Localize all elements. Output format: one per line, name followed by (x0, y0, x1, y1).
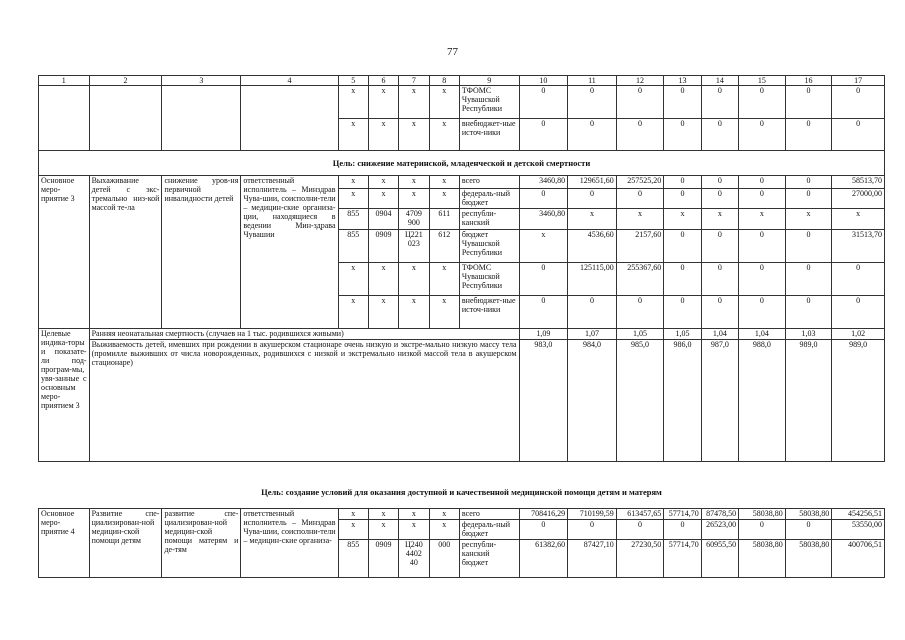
cell: x (368, 296, 398, 329)
value-cell: 58038,80 (739, 540, 786, 578)
value-cell: 987,0 (701, 340, 738, 462)
value-cell: 0 (739, 119, 786, 151)
value-cell: 0 (664, 119, 701, 151)
column-number: 10 (519, 76, 568, 86)
cell: 0904 (368, 209, 398, 230)
measure-name: Основное меро-приятие 4 (39, 509, 90, 578)
value-cell: x (832, 209, 885, 230)
cell: 000 (429, 540, 459, 578)
funding-source: внебюджет-ные источ-ники (459, 119, 519, 151)
value-cell: 1,04 (739, 329, 786, 340)
value-cell: 0 (519, 119, 568, 151)
empty-cell (89, 86, 162, 151)
cell: x (399, 86, 429, 119)
column-number: 15 (739, 76, 786, 86)
value-cell: 0 (701, 189, 738, 209)
value-cell: 0 (568, 189, 617, 209)
cell: x (429, 296, 459, 329)
value-cell: 0 (616, 86, 664, 119)
value-cell: 0 (832, 86, 885, 119)
value-cell: 3460,80 (519, 209, 568, 230)
value-cell: 0 (701, 263, 738, 296)
value-cell: 4536,60 (568, 230, 617, 263)
value-cell: 0 (701, 230, 738, 263)
value-cell: 0 (739, 296, 786, 329)
cell: x (399, 176, 429, 189)
measure-description: Выхаживание детей с экс-тремально низ-кой массой те-ла (89, 176, 162, 329)
value-cell: 708416,29 (519, 509, 568, 520)
column-number: 4 (241, 76, 338, 86)
value-cell: 989,0 (785, 340, 832, 462)
value-cell: 0 (785, 189, 832, 209)
value-cell: 255367,60 (616, 263, 664, 296)
value-cell: 3460,80 (519, 176, 568, 189)
measure-goal: развитие спе-циализирован-ной медицин-ской помощи матерям и де-тям (162, 509, 241, 578)
funding-source: ТФОМС Чувашской Республики (459, 86, 519, 119)
value-cell: 0 (664, 176, 701, 189)
value-cell: 87478,50 (701, 509, 738, 520)
value-cell: 710199,59 (568, 509, 617, 520)
cell: 0909 (368, 230, 398, 263)
cell: x (338, 263, 368, 296)
value-cell: 0 (739, 520, 786, 540)
value-cell: 257525,20 (616, 176, 664, 189)
value-cell: 58038,80 (739, 509, 786, 520)
goal-heading: Цель: создание условий для оказания доступной и качественной медицинской помощи детям и матерям (261, 487, 662, 497)
cell: 4709 900 (399, 209, 429, 230)
column-number: 12 (616, 76, 664, 86)
cell: x (338, 296, 368, 329)
value-cell: 0 (519, 86, 568, 119)
cell: x (429, 509, 459, 520)
value-cell: 1,07 (568, 329, 617, 340)
value-cell: x (664, 209, 701, 230)
column-number: 17 (832, 76, 885, 86)
value-cell: 1,09 (519, 329, 568, 340)
cell: x (368, 86, 398, 119)
value-cell: 984,0 (568, 340, 617, 462)
cell: x (399, 509, 429, 520)
column-number: 14 (701, 76, 738, 86)
value-cell: 61382,60 (519, 540, 568, 578)
value-cell: 454256,51 (832, 509, 885, 520)
cell: 0909 (368, 540, 398, 578)
value-cell: 0 (785, 86, 832, 119)
cell: Ц240 4402 40 (399, 540, 429, 578)
column-number: 5 (338, 76, 368, 86)
cell: x (368, 189, 398, 209)
value-cell: 0 (664, 520, 701, 540)
column-number: 16 (785, 76, 832, 86)
value-cell: 0 (568, 86, 617, 119)
table-row (39, 329, 885, 340)
value-cell: 983,0 (519, 340, 568, 462)
value-cell: 0 (664, 230, 701, 263)
cell: x (338, 176, 368, 189)
value-cell: 0 (739, 176, 786, 189)
value-cell: 0 (785, 263, 832, 296)
value-cell: 0 (832, 263, 885, 296)
column-number: 13 (664, 76, 701, 86)
empty-cell (241, 86, 338, 151)
value-cell: 57714,70 (664, 540, 701, 578)
value-cell: 0 (701, 86, 738, 119)
cell: x (399, 296, 429, 329)
value-cell: 0 (616, 520, 664, 540)
value-cell: 0 (701, 119, 738, 151)
value-cell: 0 (616, 119, 664, 151)
value-cell: 0 (701, 176, 738, 189)
funding-source: бюджет Чувашской Республики (459, 230, 519, 263)
table-row (39, 176, 885, 189)
value-cell: 125115,00 (568, 263, 617, 296)
funding-source: республи-канский (459, 209, 519, 230)
cell: x (368, 119, 398, 151)
value-cell: x (701, 209, 738, 230)
measure-name: Основное меро-приятие 3 (39, 176, 90, 329)
funding-source: федераль-ный бюджет (459, 189, 519, 209)
value-cell: 58038,80 (785, 540, 832, 578)
cell: x (338, 520, 368, 540)
cell: 855 (338, 209, 368, 230)
value-cell: 58513,70 (832, 176, 885, 189)
column-number-row (39, 76, 885, 86)
value-cell: 0 (739, 189, 786, 209)
value-cell: 0 (616, 296, 664, 329)
value-cell: 1,05 (664, 329, 701, 340)
value-cell: 2157,60 (616, 230, 664, 263)
value-cell: 0 (664, 296, 701, 329)
value-cell: 27230,50 (616, 540, 664, 578)
value-cell: 0 (568, 520, 617, 540)
value-cell: x (616, 209, 664, 230)
value-cell: 0 (616, 189, 664, 209)
value-cell: x (568, 209, 617, 230)
cell: x (338, 509, 368, 520)
funding-source: внебюджет-ные источ-ники (459, 296, 519, 329)
value-cell: 0 (568, 119, 617, 151)
cell: x (368, 509, 398, 520)
cell: x (429, 520, 459, 540)
empty-cell (39, 86, 90, 151)
cell: x (429, 86, 459, 119)
goal-row (39, 151, 885, 176)
funding-source: республи-канский бюджет (459, 540, 519, 578)
funding-source: ТФОМС Чувашской Республики (459, 263, 519, 296)
program-table-top (38, 75, 885, 462)
measure-goal: снижение уров-ня первичной инвалидности детей (162, 176, 241, 329)
value-cell: 0 (785, 119, 832, 151)
value-cell: 1,03 (785, 329, 832, 340)
value-cell: 0 (701, 296, 738, 329)
value-cell: 0 (832, 119, 885, 151)
funding-source: федераль-ный бюджет (459, 520, 519, 540)
table-row (39, 509, 885, 520)
cell: x (429, 189, 459, 209)
column-number: 1 (39, 76, 90, 86)
value-cell: 0 (664, 189, 701, 209)
indicator-text: Ранняя неонатальная смертность (случаев на 1 тыс. родившихся живыми) (89, 329, 519, 340)
page-number: 77 (447, 46, 458, 58)
value-cell: 986,0 (664, 340, 701, 462)
funding-source: всего (459, 176, 519, 189)
table-row (39, 86, 885, 119)
cell: 855 (338, 540, 368, 578)
cell: x (429, 263, 459, 296)
responsible-executor: ответственный исполнитель – Минздрав Чува-шии, соисполни-тели – медицин-ские организа-ции, находящиеся в ведении Мин-здрава Чувашии (241, 176, 338, 329)
value-cell: 1,02 (832, 329, 885, 340)
value-cell: x (785, 209, 832, 230)
indicator-text: Выживаемость детей, имевших при рождении в акушерском стационаре очень низкую и экстре-мально низкую массу тела (промилле выживших от числа новорожденных, родившихся с низкой и экстремально низкой массой тела в акушерском стационаре) (89, 340, 519, 462)
value-cell: 613457,65 (616, 509, 664, 520)
responsible-executor: ответственный исполнитель – Минздрав Чува-шии, соисполни-тели – медицин-ские организа- (241, 509, 338, 578)
value-cell: 0 (832, 296, 885, 329)
funding-source: всего (459, 509, 519, 520)
cell: x (399, 263, 429, 296)
value-cell: 0 (568, 296, 617, 329)
value-cell: 0 (519, 263, 568, 296)
cell: x (399, 119, 429, 151)
measure-description: Развитие спе-циализирован-ной медицин-ской помощи детям (89, 509, 162, 578)
value-cell: 0 (785, 176, 832, 189)
value-cell: 400706,51 (832, 540, 885, 578)
cell: x (399, 520, 429, 540)
value-cell: 1,04 (701, 329, 738, 340)
value-cell: 0 (785, 520, 832, 540)
value-cell: x (519, 230, 568, 263)
cell: x (399, 189, 429, 209)
column-number: 9 (459, 76, 519, 86)
cell: x (429, 119, 459, 151)
value-cell: 0 (785, 230, 832, 263)
cell: 855 (338, 230, 368, 263)
table-row (39, 340, 885, 462)
value-cell: 60955,50 (701, 540, 738, 578)
column-number: 6 (368, 76, 398, 86)
value-cell: 0 (739, 263, 786, 296)
column-number: 3 (162, 76, 241, 86)
value-cell: 988,0 (739, 340, 786, 462)
cell: x (429, 176, 459, 189)
cell: 611 (429, 209, 459, 230)
column-number: 7 (399, 76, 429, 86)
cell: x (338, 119, 368, 151)
column-number: 2 (89, 76, 162, 86)
value-cell: 0 (664, 263, 701, 296)
value-cell: 0 (519, 296, 568, 329)
value-cell: 0 (785, 296, 832, 329)
value-cell: 129651,60 (568, 176, 617, 189)
cell: 612 (429, 230, 459, 263)
column-number: 11 (568, 76, 617, 86)
value-cell: 53550,00 (832, 520, 885, 540)
program-table-bottom (38, 508, 885, 578)
cell: x (338, 86, 368, 119)
value-cell: 1,05 (616, 329, 664, 340)
cell: x (368, 176, 398, 189)
value-cell: 26523,00 (701, 520, 738, 540)
value-cell: 989,0 (832, 340, 885, 462)
cell: x (368, 520, 398, 540)
cell: x (338, 189, 368, 209)
indicators-label: Целевые индика-торы и показате-ли под-програм-мы, увя-занные с основным меро-приятием 3 (39, 329, 90, 462)
goal-heading: Цель: снижение материнской, младенческой и детской смертности (39, 151, 885, 176)
empty-cell (162, 86, 241, 151)
cell: Ц221 023 (399, 230, 429, 263)
cell: x (368, 263, 398, 296)
value-cell: 0 (739, 86, 786, 119)
value-cell: 985,0 (616, 340, 664, 462)
value-cell: 0 (664, 86, 701, 119)
value-cell: 27000,00 (832, 189, 885, 209)
value-cell: 57714,70 (664, 509, 701, 520)
value-cell: 0 (519, 189, 568, 209)
value-cell: 31513,70 (832, 230, 885, 263)
value-cell: 58038,80 (785, 509, 832, 520)
column-number: 8 (429, 76, 459, 86)
value-cell: 0 (519, 520, 568, 540)
value-cell: 0 (739, 230, 786, 263)
value-cell: x (739, 209, 786, 230)
value-cell: 87427,10 (568, 540, 617, 578)
